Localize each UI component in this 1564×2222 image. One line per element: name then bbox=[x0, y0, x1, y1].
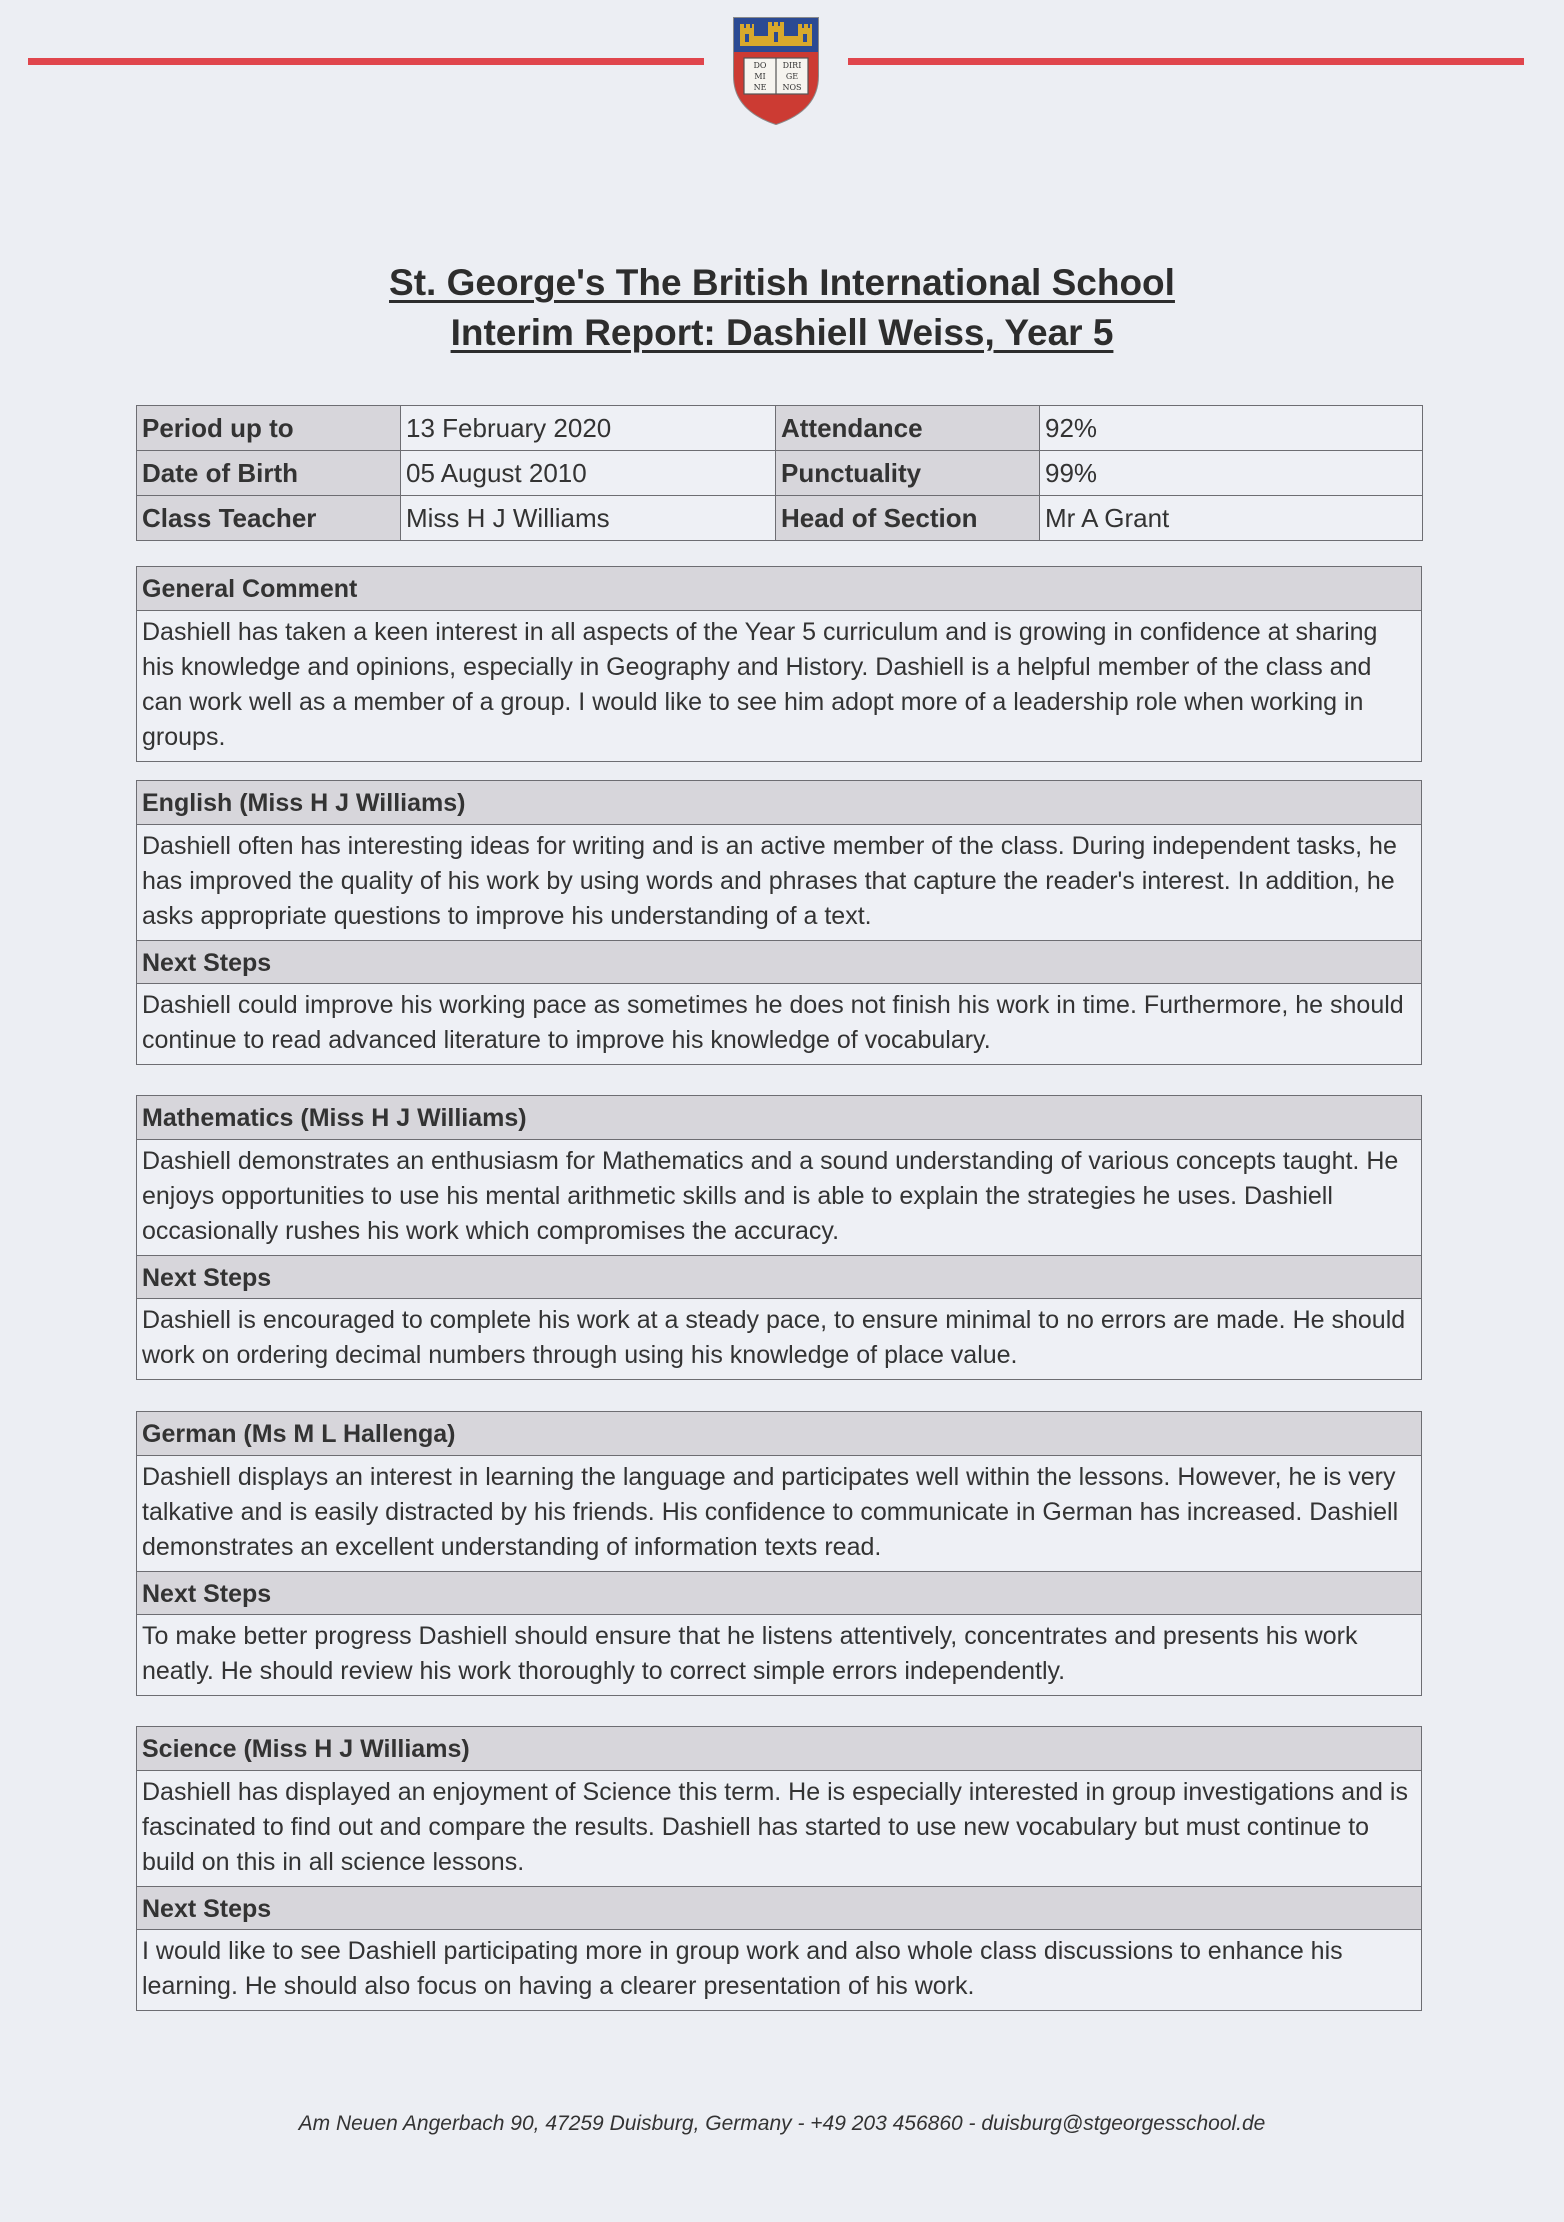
attendance-value: 92% bbox=[1040, 406, 1423, 451]
period-label: Period up to bbox=[137, 406, 401, 451]
english-next-steps: Dashiell could improve his working pace as sometimes he does not finish his work in time. Furthermore, he should continue to read advanced literature to improve his knowledge of vocabulary. bbox=[137, 984, 1421, 1064]
attendance-label: Attendance bbox=[776, 406, 1040, 451]
german-comment: Dashiell displays an interest in learning the language and participates well within the lessons. However, he is very talkative and is easily distracted by his friends. His confidence to communicate in German has increased. Dashiell demonstrates an excellent understanding of information texts read. bbox=[137, 1456, 1421, 1571]
crest-motto-word: DIRI bbox=[782, 61, 802, 70]
german-next-steps-heading: Next Steps bbox=[137, 1571, 1421, 1615]
crest-motto-word: NOS bbox=[782, 83, 802, 92]
general-comment-section bbox=[136, 566, 1422, 762]
footer-address: Am Neuen Angerbach 90, 47259 Duisburg, Germany - +49 203 456860 - duisburg@stgeorgesschool.de bbox=[298, 2112, 1266, 2135]
dob-label: Date of Birth bbox=[137, 451, 401, 496]
german-section bbox=[136, 1411, 1422, 1696]
english-section bbox=[136, 780, 1422, 1065]
head-of-section-label: Head of Section bbox=[776, 496, 1040, 541]
mathematics-section bbox=[136, 1095, 1422, 1380]
science-heading: Science (Miss H J Williams) bbox=[137, 1727, 1421, 1771]
science-next-steps-heading: Next Steps bbox=[137, 1886, 1421, 1930]
report-title-block bbox=[0, 258, 1564, 358]
period-value: 13 February 2020 bbox=[401, 406, 776, 451]
crest-motto-word: NE bbox=[753, 83, 767, 92]
english-heading: English (Miss H J Williams) bbox=[137, 781, 1421, 825]
dob-value: 05 August 2010 bbox=[401, 451, 776, 496]
science-section bbox=[136, 1726, 1422, 2011]
info-row bbox=[137, 451, 1423, 496]
school-crest-logo bbox=[728, 14, 824, 126]
general-comment-text: Dashiell has taken a keen interest in all aspects of the Year 5 curriculum and is growing in confidence at sharing his knowledge and opinions, especially in Geography and History. Dashiell is a helpful member of the class and can work well as a member of a group. I would like to see him adopt more of a leadership role when working in groups. bbox=[137, 611, 1421, 761]
german-heading: German (Ms M L Hallenga) bbox=[137, 1412, 1421, 1456]
english-next-steps-heading: Next Steps bbox=[137, 940, 1421, 984]
science-comment: Dashiell has displayed an enjoyment of Science this term. He is especially interested in group investigations and is fascinated to find out and compare the results. Dashiell has started to use new vocabulary but must continue to build on this in all science lessons. bbox=[137, 1771, 1421, 1886]
crest-motto-word: GE bbox=[785, 72, 799, 81]
header-rule-right bbox=[848, 58, 1524, 65]
science-next-steps: I would like to see Dashiell participating more in group work and also whole class discussions to enhance his learning. He should also focus on having a clearer presentation of his work. bbox=[137, 1930, 1421, 2010]
mathematics-next-steps: Dashiell is encouraged to complete his work at a steady pace, to ensure minimal to no errors are made. He should work on ordering decimal numbers through using his knowledge of place value. bbox=[137, 1299, 1421, 1379]
crest-motto-word: MI bbox=[754, 72, 766, 81]
student-info-table bbox=[136, 405, 1423, 541]
general-comment-heading: General Comment bbox=[137, 567, 1421, 611]
head-of-section-value: Mr A Grant bbox=[1040, 496, 1423, 541]
punctuality-value: 99% bbox=[1040, 451, 1423, 496]
crest-motto-word: DO bbox=[753, 61, 767, 70]
german-next-steps: To make better progress Dashiell should ensure that he listens attentively, concentrates and presents his work neatly. He should review his work thoroughly to correct simple errors independently. bbox=[137, 1615, 1421, 1695]
report-title: Interim Report: Dashiell Weiss, Year 5 bbox=[450, 312, 1114, 353]
info-row bbox=[137, 496, 1423, 541]
class-teacher-label: Class Teacher bbox=[137, 496, 401, 541]
mathematics-comment: Dashiell demonstrates an enthusiasm for Mathematics and a sound understanding of various concepts taught. He enjoys opportunities to use his mental arithmetic skills and is able to explain the strategies he uses. Dashiell occasionally rushes his work which compromises the accuracy. bbox=[137, 1140, 1421, 1255]
english-comment: Dashiell often has interesting ideas for writing and is an active member of the class. During independent tasks, he has improved the quality of his work by using words and phrases that capture the reader's interest. In addition, he asks appropriate questions to improve his understanding of a text. bbox=[137, 825, 1421, 940]
mathematics-next-steps-heading: Next Steps bbox=[137, 1255, 1421, 1299]
punctuality-label: Punctuality bbox=[776, 451, 1040, 496]
class-teacher-value: Miss H J Williams bbox=[401, 496, 776, 541]
header-rule-left bbox=[28, 58, 704, 65]
school-name: St. George's The British International School bbox=[389, 262, 1175, 303]
info-row bbox=[137, 406, 1423, 451]
mathematics-heading: Mathematics (Miss H J Williams) bbox=[137, 1096, 1421, 1140]
